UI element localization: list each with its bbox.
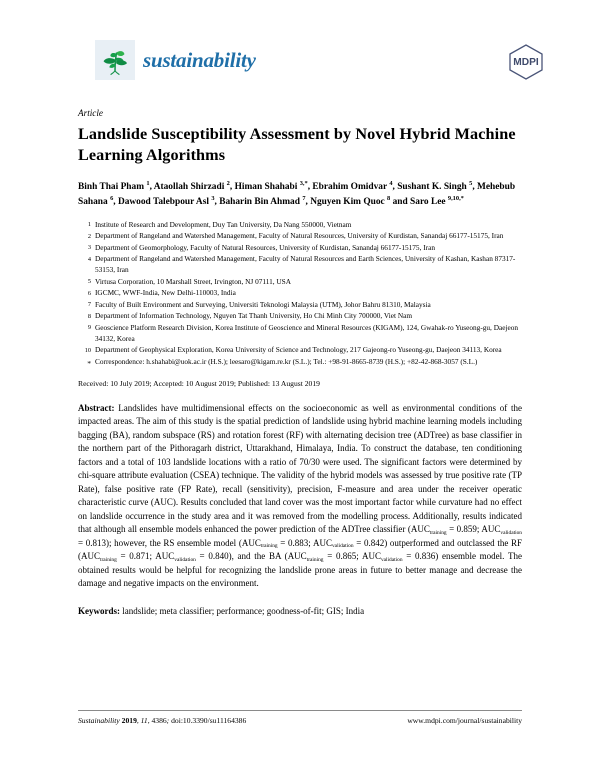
article-type-label: Article (78, 108, 104, 118)
auc-subscript: training (306, 556, 324, 563)
mdpi-hexagon-logo (504, 42, 548, 82)
auc-subscript: validation (500, 529, 522, 536)
publication-history: Received: 10 July 2019; Accepted: 10 August 2019; Published: 13 August 2019 (78, 378, 320, 388)
affiliation-text: Institute of Research and Development, Duy Tan University, Da Nang 550000, Vietnam (95, 219, 352, 229)
page-title: Landslide Susceptibility Assessment by Novel Hybrid Machine Learning Algorithms (78, 125, 516, 165)
abstract (78, 402, 522, 591)
affiliation-item (78, 277, 522, 288)
citation-article-number: 4386 (151, 716, 167, 725)
journal-brand (95, 40, 256, 80)
affiliation-item (78, 288, 522, 299)
affiliation-item (78, 254, 522, 276)
affiliation-marker: 7 (87, 301, 91, 309)
affiliation-text: Department of Information Technology, Nguyen Tat Thanh University, Ho Chi Minh City 700000, Viet Nam (95, 311, 413, 321)
affiliation-text: Department of Geomorphology, Faculty of Natural Resources, University of Kurdistan, Sanandaj 66177-15175, Iran (95, 242, 435, 252)
affiliation-text: Correspondence: h.shahabi@uok.ac.ir (H.S.); leesaro@kigam.re.kr (S.L.); Tel.: +98-91-8665-8739 (H.S.); +82-42-868-3057 (S.L.) (95, 357, 478, 367)
abstract-label: Abstract: (78, 402, 115, 413)
page-footer (78, 716, 522, 725)
abstract-text: Landslides have multidimensional effects on the socioeconomic as well as environmental conditions of the impacted areas. The aim of this study is the spatial prediction of landslide using hybrid machine learning models including bagging (BA), random subspace (RS) and rotation forest (RF) with alternating decision tree (ADTree) as base classifier in the northern part of the Pithoragarh district, Uttarakhand, Himalaya, India. To construct the database, ten conditioning factors and a total of 103 landslide locations with a ratio of 70/30 were used. The significant factors were determined by chi-square attribute evaluation (CSEA) technique. The validity of the hybrid models was assessed by true positive rate (TP Rate), false positive rate (FP Rate), recall (sensitivity), precision, F-measure and area under the receiver operatic characteristic curve (AUC). Results concluded that land cover was the most important factor while curvature had no effect on landslide occurrence in the study area and it was removed from the modelling process. Additionally, results indicated that although all ensemble models enhanced the power prediction of the ADTree classifier ($AUC_{training} = 0.859$; $AUC_{validation} = 0.813$); however, the RS ensemble model ($AUC_{training} = 0.883$; $AUC_{validation} = 0.842$) outperformed and outclassed the RF ($AUC_{training} = 0.871$; $AUC_{validation} = 0.840$), and the BA ($AUC_{training} = 0.865$; $AUC_{validation} = 0.836$) ensemble model. The obtained results would be helpful for recognizing the landslide prone areas in future to better manage and decrease the damage and negative impacts on the environment. (78, 402, 522, 589)
auc-subscript: validation (174, 556, 196, 563)
footer-divider (78, 710, 522, 711)
affiliation-item (78, 311, 522, 322)
affiliation-text: Geoscience Platform Research Division, Korea Institute of Geoscience and Mineral Resources (KIGAM), 124, Gwahak-ro Yuseong-gu, Daejeon 34132, Korea (95, 323, 519, 343)
affiliation-item (78, 357, 522, 368)
masthead (0, 38, 600, 96)
affiliation-marker: 4 (87, 255, 91, 263)
affiliation-marker: 3 (87, 244, 91, 252)
affiliation-marker: 9 (87, 324, 91, 332)
keywords (78, 605, 522, 618)
affiliation-list (78, 220, 522, 368)
affiliation-marker: 1 (87, 221, 91, 229)
affiliation-marker: 8 (87, 312, 91, 320)
svg-text:MDPI: MDPI (513, 57, 539, 69)
auc-subscript: validation (331, 543, 354, 550)
plant-leaf-icon (95, 40, 135, 80)
affiliation-marker: * (87, 359, 91, 369)
affiliation-item (78, 220, 522, 231)
affiliation-text: Virtusa Corporation, 10 Marshall Street, Irvington, NJ 07111, USA (95, 276, 292, 286)
auc-subscript: training (100, 556, 117, 563)
article-body (78, 108, 522, 618)
affiliation-text: IGCMC, WWF-India, New Delhi-110003, India (95, 288, 236, 298)
citation-doi: doi:10.3390/su11164386 (171, 716, 247, 725)
affiliation-item (78, 345, 522, 356)
author-list: Binh Thai Pham $^1$, Ataollah Shirzadi $^2$, Himan Shahabi $^{3,*}$, Ebrahim Omidvar $^4$, Sushant K. Singh $^5$, Mehebub Sahana $^6$, Dawood Talebpour Asl $^3$, Baharin Bin Ahmad $^7$, Nguyen Kim Quoc $^8$ and Saro Lee $^{9,10,*}$ (78, 180, 516, 207)
citation-journal: Sustainability (78, 716, 120, 725)
affiliation-text: Department of Rangeland and Watershed Management, Faculty of Natural Resources and Earth Sciences, University of Kashan, Kashan 87317-53153, Iran (95, 254, 516, 275)
affiliation-marker: 2 (87, 232, 91, 240)
affiliation-item (78, 300, 522, 311)
affiliation-item (78, 323, 522, 345)
affiliation-marker: 10 (84, 346, 91, 354)
keywords-text: landslide; meta classifier; performance; goodness-of-fit; GIS; India (122, 605, 365, 616)
citation-year: 2019 (121, 716, 137, 725)
affiliation-item (78, 243, 522, 254)
keywords-label: Keywords: (78, 605, 120, 616)
affiliation-text: Department of Geophysical Exploration, Korea University of Science and Technology, 217 Gajeong-ro Yuseong-gu, Daejeon 34113, Korea (95, 345, 502, 355)
affiliation-text: Department of Rangeland and Watershed Management, Faculty of Natural Resources, University of Kurdistan, Sanandaj 66177-15175, Iran (95, 231, 504, 241)
affiliation-item (78, 231, 522, 242)
citation-volume: 11 (140, 716, 148, 725)
auc-subscript: validation (380, 556, 403, 563)
journal-title: sustainability (143, 47, 256, 72)
affiliation-marker: 5 (87, 278, 91, 286)
journal-website-link[interactable]: www.mdpi.com/journal/sustainability (407, 716, 522, 725)
auc-subscript: training (260, 543, 278, 550)
auc-subscript: training (429, 529, 447, 536)
affiliation-marker: 6 (87, 289, 91, 297)
journal-citation: Sustainability 2019, 11, 4386; doi:10.3390/su11164386 (78, 716, 247, 725)
affiliation-text: Faculty of Built Environment and Surveying, Universiti Teknologi Malaysia (UTM), Johor Bahru 81310, Malaysia (95, 299, 431, 309)
